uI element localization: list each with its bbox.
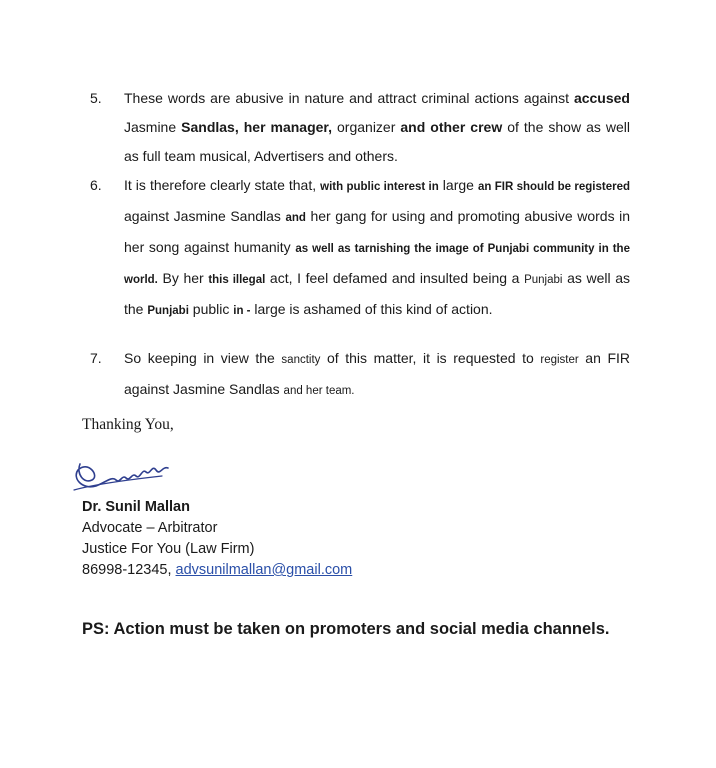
signature-block [82, 497, 352, 581]
text-segment: an FIR should be registered [477, 181, 630, 193]
text-segment: of the show as well as full team musical, Advertisers and others. [124, 119, 630, 164]
closing-text: Thanking You, [82, 416, 174, 433]
text-segment: public [188, 301, 234, 317]
text-segment: These words are abusive in nature and attract criminal actions against [124, 90, 574, 106]
list-number: 6. [90, 177, 102, 193]
text-segment: of this matter, it is requested to [320, 350, 541, 366]
text-segment: and her team. [283, 385, 355, 397]
signatory-firm: Justice For You (Law Firm) [82, 541, 255, 557]
text-segment: an FIR against Jasmine Sandlas [124, 350, 630, 397]
signatory-title: Advocate – Arbitrator [82, 520, 218, 536]
text-segment: with public interest in [320, 181, 439, 193]
postscript: PS: Action must be taken on promoters and social media channels. [82, 620, 610, 638]
text-segment: Punjabi [147, 305, 189, 317]
list-item-text [124, 84, 630, 171]
text-segment: against Jasmine Sandlas [124, 208, 286, 224]
list-item-5 [82, 84, 634, 171]
text-segment: large is ashamed of this kind of action. [250, 301, 493, 317]
list-item-7 [82, 344, 634, 406]
text-segment: It is therefore clearly state that, [124, 177, 321, 193]
handwritten-signature [66, 450, 186, 500]
text-segment: register [540, 354, 579, 366]
list-number: 5. [90, 90, 102, 106]
phone-number: 86998-12345, [82, 562, 176, 578]
text-segment: as well as the [124, 270, 631, 317]
list-number: 7. [90, 350, 102, 366]
text-segment: large [438, 177, 478, 193]
signatory-name: Dr. Sunil Mallan [82, 499, 190, 515]
email-link[interactable]: advsunilmallan@gmail.com [175, 562, 353, 578]
text-segment: By her [157, 270, 209, 286]
text-segment: act, I feel defamed and insulted being a [265, 270, 525, 286]
text-segment: Jasmine [124, 119, 182, 135]
text-segment: and [285, 212, 306, 224]
text-segment: her gang for using and promoting abusive words in her song against humanity [124, 208, 630, 255]
text-segment: So keeping in view the [124, 350, 282, 366]
list-item-text [124, 171, 630, 326]
text-segment: this illegal [208, 274, 266, 286]
list-item-6 [82, 171, 634, 326]
text-segment: organizer [332, 119, 401, 135]
signatory-contact [82, 560, 352, 581]
text-segment: Sandlas, her manager, [181, 119, 332, 135]
list-item-text [124, 344, 630, 406]
text-segment: and other crew [400, 119, 503, 135]
text-segment: as well as tarnishing the image of Punjabi community in the world. [124, 243, 630, 286]
text-segment: sanctity [281, 354, 321, 366]
text-segment: in - [233, 305, 251, 317]
text-segment: Punjabi [524, 274, 563, 286]
text-segment: accused [573, 90, 630, 106]
